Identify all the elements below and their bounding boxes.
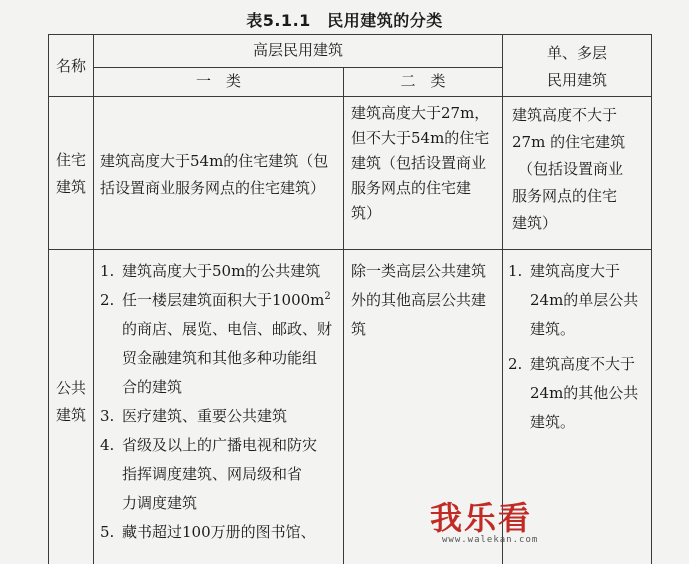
public-lowrise-cont: 24m的其他公共 bbox=[530, 384, 639, 402]
item-text: 建筑高度不大于 bbox=[530, 355, 636, 373]
watermark-logo bbox=[430, 493, 580, 553]
watermark-url: www.walekan.com bbox=[442, 535, 539, 545]
public-lowrise-cont: 建筑。 bbox=[530, 413, 576, 431]
public-lowrise-cont: 24m的单层公共 bbox=[530, 291, 639, 309]
public-class1-item bbox=[100, 286, 343, 315]
public-lowrise bbox=[508, 257, 650, 437]
table-title: 表5.1.1 民用建筑的分类 bbox=[246, 11, 443, 30]
public-class1 bbox=[100, 257, 343, 547]
item-number: 3. bbox=[100, 407, 115, 425]
residential-class1-line1: 建筑高度大于54m的住宅建筑（包 bbox=[100, 152, 329, 170]
residential-class1-line2: 括设置商业服务网点的住宅建筑） bbox=[100, 179, 326, 197]
item-text: 省级及以上的广播电视和防灾 bbox=[122, 436, 318, 454]
item-number: 5. bbox=[100, 523, 115, 541]
item-number: 2. bbox=[508, 355, 523, 373]
public-lowrise-item bbox=[508, 350, 650, 379]
watermark-text: 我乐看 bbox=[430, 499, 533, 537]
header-highrise: 高层民用建筑 bbox=[252, 41, 343, 59]
public-class1-item bbox=[100, 257, 343, 286]
row-name-residential-line2: 建筑 bbox=[55, 178, 86, 196]
public-lowrise-cont: 建筑。 bbox=[530, 320, 576, 338]
public-class1-cont: 贸金融建筑和其他多种功能组 bbox=[122, 349, 318, 367]
divider-header-body bbox=[48, 96, 652, 97]
item-text: 任一楼层建筑面积大于1000m bbox=[122, 291, 325, 309]
header-class2: 二 类 bbox=[400, 72, 446, 90]
residential-class2-line: 建筑高度大于27m， bbox=[351, 104, 490, 122]
superscript: 2 bbox=[324, 291, 331, 302]
divider-highrise-header bbox=[93, 67, 502, 68]
public-class2-line: 筑 bbox=[351, 320, 367, 338]
public-class1-cont: 力调度建筑 bbox=[122, 494, 198, 512]
table-border-right bbox=[651, 34, 652, 564]
divider-class1-class2 bbox=[343, 67, 344, 564]
item-number: 4. bbox=[100, 436, 115, 454]
item-text: 建筑高度大于50m的公共建筑 bbox=[122, 262, 321, 280]
public-class1-item bbox=[100, 402, 343, 431]
item-text: 建筑高度大于 bbox=[530, 262, 621, 280]
row-name-residential bbox=[49, 147, 93, 201]
row-name-residential-line1: 住宅 bbox=[55, 151, 86, 169]
residential-lowrise bbox=[512, 102, 650, 237]
item-text: 医疗建筑、重要公共建筑 bbox=[122, 407, 288, 425]
row-name-public bbox=[49, 375, 93, 429]
divider-highrise-lowrise bbox=[502, 34, 503, 564]
item-number: 1. bbox=[508, 262, 523, 280]
public-class1-cont: 合的建筑 bbox=[122, 378, 183, 396]
item-number: 1. bbox=[100, 262, 115, 280]
header-class1: 一 类 bbox=[195, 72, 241, 90]
item-number: 2. bbox=[100, 291, 115, 309]
public-class2-line: 除一类高层公共建筑 bbox=[351, 262, 487, 280]
table-border-top bbox=[48, 34, 652, 35]
header-lowrise-line2: 民用建筑 bbox=[546, 71, 607, 89]
row-name-public-line2: 建筑 bbox=[55, 406, 86, 424]
public-class1-item bbox=[100, 431, 343, 460]
table-border-left bbox=[48, 34, 49, 564]
item-text: 藏书超过100万册的图书馆、 bbox=[122, 523, 316, 541]
header-lowrise-line1: 单、多层 bbox=[546, 44, 607, 62]
residential-class2-line: 服务网点的住宅建 bbox=[351, 179, 472, 197]
residential-class2-line: 但不大于54m的住宅 bbox=[351, 129, 490, 147]
residential-lowrise-line: （包括设置商业 bbox=[518, 160, 624, 178]
residential-class1 bbox=[100, 148, 343, 202]
divider-name-col bbox=[93, 34, 94, 564]
row-name-public-line1: 公共 bbox=[55, 379, 86, 397]
public-class2 bbox=[351, 257, 501, 344]
public-lowrise-item bbox=[508, 257, 650, 286]
public-class2-line: 外的其他高层公共建 bbox=[351, 291, 487, 309]
divider-residential-public bbox=[48, 249, 652, 250]
residential-class2-line: 筑） bbox=[351, 204, 382, 222]
public-class1-cont: 的商店、展览、电信、邮政、财 bbox=[122, 320, 333, 338]
residential-lowrise-line: 服务网点的住宅 bbox=[512, 187, 618, 205]
residential-lowrise-line: 建筑） bbox=[512, 214, 558, 232]
residential-class2 bbox=[351, 101, 501, 226]
residential-lowrise-line: 27m 的住宅建筑 bbox=[512, 133, 626, 151]
residential-lowrise-line: 建筑高度不大于 bbox=[512, 106, 618, 124]
header-lowrise bbox=[503, 40, 651, 94]
public-class1-item bbox=[100, 518, 343, 547]
public-class1-cont: 指挥调度建筑、网局级和省 bbox=[122, 465, 303, 483]
header-name: 名称 bbox=[55, 57, 86, 75]
residential-class2-line: 建筑（包括设置商业 bbox=[351, 154, 487, 172]
